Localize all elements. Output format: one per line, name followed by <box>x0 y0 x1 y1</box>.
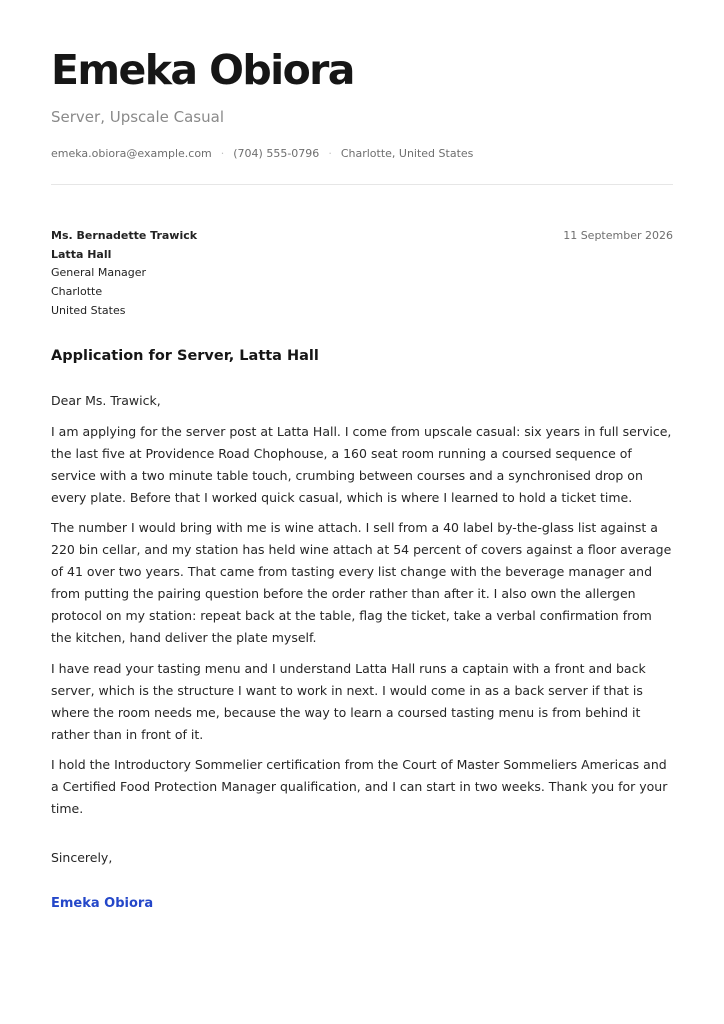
body-paragraph: I am applying for the server post at Latta Hall. I come from upscale casual: six years in full service, the last five at Providence Road Chophouse, a 160 seat room running a coursed sequence of service with a two minute table touch, crumbing between courses and a synchronised drop on every plate. Before that I worked quick casual, which is where I learned to hold a ticket time. <box>51 423 672 505</box>
recipient-country: United States <box>51 303 126 317</box>
contact-phone[interactable]: (704) 555-0796 <box>233 147 320 160</box>
header-divider <box>51 184 673 185</box>
applicant-role: Server, Upscale Casual <box>51 108 224 126</box>
letter-date: 11 September 2026 <box>563 229 673 242</box>
recipient-block <box>51 227 197 321</box>
recipient-title: General Manager <box>51 266 147 280</box>
letter-closing: Sincerely, <box>51 850 113 865</box>
recipient-city: Charlotte <box>51 285 103 299</box>
letter-greeting: Dear Ms. Trawick, <box>51 393 161 408</box>
body-paragraph: I have read your tasting menu and I understand Latta Hall runs a captain with a front and back server, which is the structure I want to work in next. I would come in as a back server if that is where the room needs me, because the way to learn a coursed tasting menu is from behind it rather than in front of it. <box>51 660 646 742</box>
letter-subject: Application for Server, Latta Hall <box>51 348 319 364</box>
body-paragraph: I hold the Introductory Sommelier certification from the Court of Master Sommeliers Americas and a Certified Food Protection Manager qualification, and I can start in two weeks. Thank you for your time. <box>51 757 668 816</box>
contact-separator: · <box>220 147 225 160</box>
applicant-name: Emeka Obiora <box>51 46 354 94</box>
contact-email[interactable]: emeka.obiora@example.com <box>51 147 212 160</box>
letter-signature: Emeka Obiora <box>51 896 154 911</box>
recipient-company: Latta Hall <box>51 247 112 261</box>
letter-body <box>51 390 673 829</box>
contact-location: Charlotte, United States <box>340 147 474 160</box>
contact-line <box>51 147 473 160</box>
body-paragraph: The number I would bring with me is wine attach. I sell from a 40 label by-the-glass list against a 220 bin cellar, and my station has held wine attach at 54 percent of covers against a floor average of 41 over two years. That came from tasting every list change with the beverage manager and from putting the pairing question before the order rather than after it. I also own the allergen protocol on my station: repeat back at the table, flag the ticket, take a verbal confirmation from the kitchen, hand deliver the plate myself. <box>51 520 672 645</box>
contact-separator: · <box>328 147 332 160</box>
recipient-name: Ms. Bernadette Trawick <box>51 229 198 242</box>
